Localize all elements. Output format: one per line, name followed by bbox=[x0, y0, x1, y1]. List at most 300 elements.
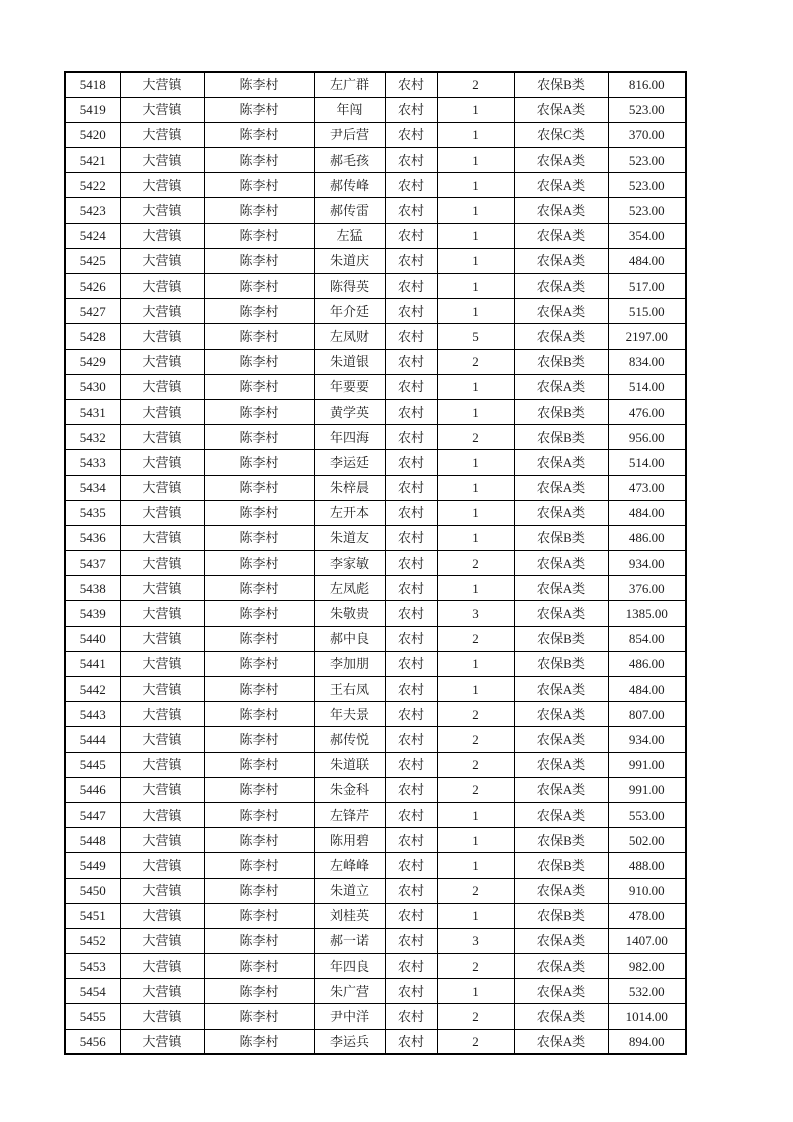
table-cell: 陈李村 bbox=[204, 72, 314, 97]
table-cell: 农保B类 bbox=[514, 72, 608, 97]
table-cell: 陈李村 bbox=[204, 954, 314, 979]
table-cell: 农村 bbox=[385, 702, 437, 727]
table-cell: 农保B类 bbox=[514, 626, 608, 651]
table-cell: 854.00 bbox=[608, 626, 686, 651]
table-row bbox=[65, 928, 686, 953]
table-cell: 农村 bbox=[385, 97, 437, 122]
table-cell: 1385.00 bbox=[608, 601, 686, 626]
table-cell: 大营镇 bbox=[120, 122, 204, 147]
table-cell: 陈李村 bbox=[204, 777, 314, 802]
table-cell: 年四海 bbox=[314, 425, 385, 450]
table-cell: 488.00 bbox=[608, 853, 686, 878]
table-cell: 5429 bbox=[65, 349, 120, 374]
table-cell: 农村 bbox=[385, 223, 437, 248]
table-cell: 左凤财 bbox=[314, 324, 385, 349]
table-row bbox=[65, 954, 686, 979]
table-cell: 农村 bbox=[385, 500, 437, 525]
table-cell: 农保A类 bbox=[514, 450, 608, 475]
table-cell: 1 bbox=[437, 97, 514, 122]
table-cell: 2 bbox=[437, 349, 514, 374]
table-cell: 1 bbox=[437, 374, 514, 399]
table-cell: 陈李村 bbox=[204, 1004, 314, 1029]
table-cell: 陈李村 bbox=[204, 525, 314, 550]
table-cell: 5418 bbox=[65, 72, 120, 97]
table-row bbox=[65, 425, 686, 450]
table-cell: 朱金科 bbox=[314, 777, 385, 802]
table-cell: 大营镇 bbox=[120, 954, 204, 979]
table-row bbox=[65, 500, 686, 525]
table-cell: 大营镇 bbox=[120, 828, 204, 853]
table-cell: 陈李村 bbox=[204, 878, 314, 903]
table-cell: 农保A类 bbox=[514, 324, 608, 349]
table-cell: 大营镇 bbox=[120, 223, 204, 248]
table-row bbox=[65, 198, 686, 223]
table-cell: 农村 bbox=[385, 878, 437, 903]
table-cell: 1 bbox=[437, 828, 514, 853]
table-cell: 大营镇 bbox=[120, 299, 204, 324]
table-cell: 5428 bbox=[65, 324, 120, 349]
table-cell: 陈李村 bbox=[204, 551, 314, 576]
table-cell: 5448 bbox=[65, 828, 120, 853]
table-cell: 大营镇 bbox=[120, 198, 204, 223]
table-cell: 年夫景 bbox=[314, 702, 385, 727]
table-cell: 郝传峰 bbox=[314, 173, 385, 198]
table-cell: 年要要 bbox=[314, 374, 385, 399]
table-cell: 大营镇 bbox=[120, 551, 204, 576]
table-cell: 农村 bbox=[385, 601, 437, 626]
subsidy-records-table bbox=[64, 71, 687, 1055]
table-cell: 农村 bbox=[385, 677, 437, 702]
table-cell: 1 bbox=[437, 979, 514, 1004]
table-cell: 大营镇 bbox=[120, 853, 204, 878]
table-cell: 大营镇 bbox=[120, 651, 204, 676]
table-cell: 大营镇 bbox=[120, 601, 204, 626]
table-cell: 朱梓晨 bbox=[314, 475, 385, 500]
table-cell: 5423 bbox=[65, 198, 120, 223]
table-cell: 523.00 bbox=[608, 173, 686, 198]
table-cell: 农保A类 bbox=[514, 299, 608, 324]
table-row bbox=[65, 399, 686, 424]
table-cell: 农保B类 bbox=[514, 651, 608, 676]
table-row bbox=[65, 72, 686, 97]
table-cell: 农保A类 bbox=[514, 223, 608, 248]
table-row bbox=[65, 248, 686, 273]
table-cell: 991.00 bbox=[608, 777, 686, 802]
table-cell: 陈李村 bbox=[204, 500, 314, 525]
table-cell: 大营镇 bbox=[120, 97, 204, 122]
table-cell: 农保A类 bbox=[514, 727, 608, 752]
table-cell: 5432 bbox=[65, 425, 120, 450]
table-cell: 大营镇 bbox=[120, 802, 204, 827]
table-cell: 5450 bbox=[65, 878, 120, 903]
table-cell: 1 bbox=[437, 853, 514, 878]
table-cell: 大营镇 bbox=[120, 399, 204, 424]
table-cell: 1 bbox=[437, 802, 514, 827]
table-cell: 陈李村 bbox=[204, 752, 314, 777]
table-cell: 农村 bbox=[385, 525, 437, 550]
table-cell: 553.00 bbox=[608, 802, 686, 827]
table-cell: 陈李村 bbox=[204, 122, 314, 147]
table-cell: 大营镇 bbox=[120, 374, 204, 399]
table-row bbox=[65, 551, 686, 576]
table-cell: 陈李村 bbox=[204, 651, 314, 676]
table-cell: 年四良 bbox=[314, 954, 385, 979]
table-cell: 2 bbox=[437, 954, 514, 979]
table-cell: 大营镇 bbox=[120, 752, 204, 777]
table-cell: 991.00 bbox=[608, 752, 686, 777]
table-cell: 大营镇 bbox=[120, 677, 204, 702]
table-cell: 5449 bbox=[65, 853, 120, 878]
table-cell: 郝毛孩 bbox=[314, 148, 385, 173]
table-row bbox=[65, 173, 686, 198]
table-cell: 934.00 bbox=[608, 551, 686, 576]
table-cell: 陈李村 bbox=[204, 324, 314, 349]
table-cell: 郝传雷 bbox=[314, 198, 385, 223]
table-cell: 816.00 bbox=[608, 72, 686, 97]
table-cell: 农保B类 bbox=[514, 828, 608, 853]
table-cell: 陈李村 bbox=[204, 425, 314, 450]
table-cell: 农村 bbox=[385, 425, 437, 450]
table-cell: 农保B类 bbox=[514, 399, 608, 424]
table-cell: 郝中良 bbox=[314, 626, 385, 651]
table-cell: 陈李村 bbox=[204, 979, 314, 1004]
table-cell: 陈李村 bbox=[204, 853, 314, 878]
table-cell: 农村 bbox=[385, 349, 437, 374]
table-cell: 1 bbox=[437, 274, 514, 299]
table-cell: 农村 bbox=[385, 173, 437, 198]
table-cell: 5427 bbox=[65, 299, 120, 324]
table-row bbox=[65, 777, 686, 802]
table-cell: 农保A类 bbox=[514, 173, 608, 198]
table-cell: 左猛 bbox=[314, 223, 385, 248]
table-cell: 陈李村 bbox=[204, 1029, 314, 1054]
table-row bbox=[65, 802, 686, 827]
table-cell: 1 bbox=[437, 903, 514, 928]
table-cell: 523.00 bbox=[608, 198, 686, 223]
table-cell: 农村 bbox=[385, 1004, 437, 1029]
table-cell: 大营镇 bbox=[120, 450, 204, 475]
table-cell: 农村 bbox=[385, 752, 437, 777]
table-cell: 陈李村 bbox=[204, 928, 314, 953]
table-cell: 农村 bbox=[385, 853, 437, 878]
table-cell: 农村 bbox=[385, 450, 437, 475]
table-cell: 李运兵 bbox=[314, 1029, 385, 1054]
table-cell: 左峰峰 bbox=[314, 853, 385, 878]
table-cell: 1 bbox=[437, 173, 514, 198]
table-cell: 2 bbox=[437, 777, 514, 802]
table-cell: 5434 bbox=[65, 475, 120, 500]
table-cell: 大营镇 bbox=[120, 878, 204, 903]
table-cell: 陈李村 bbox=[204, 903, 314, 928]
table-cell: 大营镇 bbox=[120, 979, 204, 1004]
table-cell: 农保A类 bbox=[514, 777, 608, 802]
table-cell: 大营镇 bbox=[120, 148, 204, 173]
table-cell: 大营镇 bbox=[120, 626, 204, 651]
table-row bbox=[65, 122, 686, 147]
table-cell: 农村 bbox=[385, 903, 437, 928]
table-cell: 5447 bbox=[65, 802, 120, 827]
table-cell: 大营镇 bbox=[120, 576, 204, 601]
table-cell: 5443 bbox=[65, 702, 120, 727]
table-cell: 农保A类 bbox=[514, 601, 608, 626]
table-cell: 2 bbox=[437, 551, 514, 576]
table-cell: 农保A类 bbox=[514, 1004, 608, 1029]
table-cell: 2 bbox=[437, 1004, 514, 1029]
table-cell: 1 bbox=[437, 148, 514, 173]
table-cell: 陈李村 bbox=[204, 828, 314, 853]
table-cell: 尹后营 bbox=[314, 122, 385, 147]
table-cell: 朱道银 bbox=[314, 349, 385, 374]
table-cell: 1 bbox=[437, 525, 514, 550]
table-cell: 5456 bbox=[65, 1029, 120, 1054]
table-cell: 农村 bbox=[385, 928, 437, 953]
table-cell: 农村 bbox=[385, 72, 437, 97]
table-cell: 郝一诺 bbox=[314, 928, 385, 953]
table-cell: 5439 bbox=[65, 601, 120, 626]
table-cell: 郝传悦 bbox=[314, 727, 385, 752]
table-cell: 5451 bbox=[65, 903, 120, 928]
table-cell: 5441 bbox=[65, 651, 120, 676]
table-cell: 陈李村 bbox=[204, 626, 314, 651]
table-cell: 黄学英 bbox=[314, 399, 385, 424]
table-row bbox=[65, 374, 686, 399]
table-cell: 370.00 bbox=[608, 122, 686, 147]
table-row bbox=[65, 702, 686, 727]
table-cell: 5424 bbox=[65, 223, 120, 248]
table-cell: 农村 bbox=[385, 248, 437, 273]
table-cell: 532.00 bbox=[608, 979, 686, 1004]
table-cell: 2 bbox=[437, 425, 514, 450]
table-cell: 大营镇 bbox=[120, 500, 204, 525]
table-cell: 刘桂英 bbox=[314, 903, 385, 928]
table-cell: 473.00 bbox=[608, 475, 686, 500]
table-cell: 农保A类 bbox=[514, 752, 608, 777]
table-cell: 大营镇 bbox=[120, 1004, 204, 1029]
table-cell: 农保A类 bbox=[514, 576, 608, 601]
table-cell: 大营镇 bbox=[120, 324, 204, 349]
table-cell: 农保C类 bbox=[514, 122, 608, 147]
table-cell: 农保A类 bbox=[514, 928, 608, 953]
table-cell: 956.00 bbox=[608, 425, 686, 450]
table-cell: 514.00 bbox=[608, 374, 686, 399]
table-cell: 农保B类 bbox=[514, 525, 608, 550]
table-row bbox=[65, 148, 686, 173]
table-cell: 年闯 bbox=[314, 97, 385, 122]
table-cell: 大营镇 bbox=[120, 727, 204, 752]
table-cell: 5446 bbox=[65, 777, 120, 802]
table-cell: 陈李村 bbox=[204, 374, 314, 399]
table-cell: 5 bbox=[437, 324, 514, 349]
table-cell: 农村 bbox=[385, 475, 437, 500]
table-cell: 大营镇 bbox=[120, 903, 204, 928]
table-cell: 左开本 bbox=[314, 500, 385, 525]
table-body bbox=[65, 72, 686, 1054]
table-cell: 朱道庆 bbox=[314, 248, 385, 273]
table-cell: 523.00 bbox=[608, 97, 686, 122]
table-row bbox=[65, 97, 686, 122]
table-cell: 农村 bbox=[385, 551, 437, 576]
table-cell: 5454 bbox=[65, 979, 120, 1004]
table-cell: 农村 bbox=[385, 324, 437, 349]
table-cell: 5433 bbox=[65, 450, 120, 475]
table-cell: 陈李村 bbox=[204, 148, 314, 173]
table-cell: 农村 bbox=[385, 148, 437, 173]
table-row bbox=[65, 223, 686, 248]
table-cell: 农保A类 bbox=[514, 274, 608, 299]
table-cell: 农保A类 bbox=[514, 702, 608, 727]
table-row bbox=[65, 1029, 686, 1054]
table-row bbox=[65, 979, 686, 1004]
table-cell: 大营镇 bbox=[120, 274, 204, 299]
table-row bbox=[65, 828, 686, 853]
table-cell: 1 bbox=[437, 677, 514, 702]
table-cell: 514.00 bbox=[608, 450, 686, 475]
table-cell: 5455 bbox=[65, 1004, 120, 1029]
table-cell: 农村 bbox=[385, 626, 437, 651]
table-cell: 农村 bbox=[385, 979, 437, 1004]
table-cell: 农村 bbox=[385, 727, 437, 752]
table-cell: 1 bbox=[437, 576, 514, 601]
table-cell: 陈李村 bbox=[204, 677, 314, 702]
table-cell: 农保A类 bbox=[514, 1029, 608, 1054]
table-row bbox=[65, 651, 686, 676]
table-cell: 农村 bbox=[385, 576, 437, 601]
table-cell: 5442 bbox=[65, 677, 120, 702]
table-cell: 834.00 bbox=[608, 349, 686, 374]
table-cell: 左凤彪 bbox=[314, 576, 385, 601]
table-cell: 农保B类 bbox=[514, 853, 608, 878]
table-cell: 1407.00 bbox=[608, 928, 686, 953]
table-cell: 朱敬贵 bbox=[314, 601, 385, 626]
table-cell: 5435 bbox=[65, 500, 120, 525]
table-row bbox=[65, 727, 686, 752]
table-cell: 农保A类 bbox=[514, 878, 608, 903]
table-cell: 2197.00 bbox=[608, 324, 686, 349]
table-cell: 尹中洋 bbox=[314, 1004, 385, 1029]
table-cell: 朱道立 bbox=[314, 878, 385, 903]
document-page bbox=[64, 71, 687, 1055]
table-cell: 农保A类 bbox=[514, 677, 608, 702]
table-cell: 1 bbox=[437, 223, 514, 248]
table-cell: 484.00 bbox=[608, 248, 686, 273]
table-cell: 大营镇 bbox=[120, 72, 204, 97]
table-cell: 5419 bbox=[65, 97, 120, 122]
table-cell: 陈李村 bbox=[204, 97, 314, 122]
table-cell: 1 bbox=[437, 122, 514, 147]
table-cell: 大营镇 bbox=[120, 173, 204, 198]
table-cell: 李加朋 bbox=[314, 651, 385, 676]
table-cell: 大营镇 bbox=[120, 525, 204, 550]
table-cell: 1 bbox=[437, 450, 514, 475]
table-cell: 934.00 bbox=[608, 727, 686, 752]
table-row bbox=[65, 299, 686, 324]
table-cell: 陈李村 bbox=[204, 802, 314, 827]
table-cell: 807.00 bbox=[608, 702, 686, 727]
table-cell: 陈李村 bbox=[204, 399, 314, 424]
table-cell: 王右凤 bbox=[314, 677, 385, 702]
table-cell: 农村 bbox=[385, 374, 437, 399]
table-cell: 982.00 bbox=[608, 954, 686, 979]
table-cell: 陈李村 bbox=[204, 198, 314, 223]
table-cell: 5440 bbox=[65, 626, 120, 651]
table-row bbox=[65, 752, 686, 777]
table-cell: 陈李村 bbox=[204, 576, 314, 601]
table-cell: 农保B类 bbox=[514, 349, 608, 374]
table-cell: 左广群 bbox=[314, 72, 385, 97]
table-row bbox=[65, 576, 686, 601]
table-cell: 2 bbox=[437, 752, 514, 777]
table-cell: 农村 bbox=[385, 198, 437, 223]
table-row bbox=[65, 274, 686, 299]
table-cell: 5445 bbox=[65, 752, 120, 777]
table-cell: 476.00 bbox=[608, 399, 686, 424]
table-cell: 农保A类 bbox=[514, 475, 608, 500]
table-cell: 大营镇 bbox=[120, 475, 204, 500]
table-cell: 523.00 bbox=[608, 148, 686, 173]
table-cell: 517.00 bbox=[608, 274, 686, 299]
table-cell: 陈李村 bbox=[204, 274, 314, 299]
table-cell: 5430 bbox=[65, 374, 120, 399]
table-cell: 农村 bbox=[385, 274, 437, 299]
table-cell: 陈李村 bbox=[204, 223, 314, 248]
table-cell: 502.00 bbox=[608, 828, 686, 853]
table-cell: 5420 bbox=[65, 122, 120, 147]
table-cell: 农保A类 bbox=[514, 248, 608, 273]
table-cell: 陈李村 bbox=[204, 601, 314, 626]
table-cell: 农保B类 bbox=[514, 425, 608, 450]
table-cell: 大营镇 bbox=[120, 349, 204, 374]
table-row bbox=[65, 1004, 686, 1029]
table-cell: 2 bbox=[437, 1029, 514, 1054]
table-cell: 农保A类 bbox=[514, 374, 608, 399]
table-cell: 农村 bbox=[385, 802, 437, 827]
table-cell: 农保A类 bbox=[514, 954, 608, 979]
table-row bbox=[65, 853, 686, 878]
table-cell: 农保A类 bbox=[514, 500, 608, 525]
table-cell: 5437 bbox=[65, 551, 120, 576]
table-cell: 农村 bbox=[385, 122, 437, 147]
table-cell: 农保A类 bbox=[514, 979, 608, 1004]
table-cell: 5436 bbox=[65, 525, 120, 550]
table-cell: 2 bbox=[437, 626, 514, 651]
table-cell: 大营镇 bbox=[120, 702, 204, 727]
table-cell: 5453 bbox=[65, 954, 120, 979]
table-cell: 894.00 bbox=[608, 1029, 686, 1054]
table-cell: 1014.00 bbox=[608, 1004, 686, 1029]
table-cell: 朱广营 bbox=[314, 979, 385, 1004]
table-cell: 1 bbox=[437, 500, 514, 525]
table-cell: 大营镇 bbox=[120, 928, 204, 953]
table-cell: 515.00 bbox=[608, 299, 686, 324]
table-cell: 农保A类 bbox=[514, 551, 608, 576]
table-cell: 5426 bbox=[65, 274, 120, 299]
table-cell: 2 bbox=[437, 72, 514, 97]
table-row bbox=[65, 324, 686, 349]
table-cell: 5421 bbox=[65, 148, 120, 173]
table-cell: 农保A类 bbox=[514, 148, 608, 173]
table-cell: 大营镇 bbox=[120, 1029, 204, 1054]
table-cell: 李家敏 bbox=[314, 551, 385, 576]
table-cell: 农保A类 bbox=[514, 802, 608, 827]
table-cell: 486.00 bbox=[608, 525, 686, 550]
table-cell: 农村 bbox=[385, 651, 437, 676]
table-cell: 3 bbox=[437, 601, 514, 626]
table-cell: 农村 bbox=[385, 828, 437, 853]
table-cell: 陈李村 bbox=[204, 248, 314, 273]
table-cell: 农保B类 bbox=[514, 903, 608, 928]
table-cell: 陈李村 bbox=[204, 475, 314, 500]
table-cell: 陈李村 bbox=[204, 727, 314, 752]
